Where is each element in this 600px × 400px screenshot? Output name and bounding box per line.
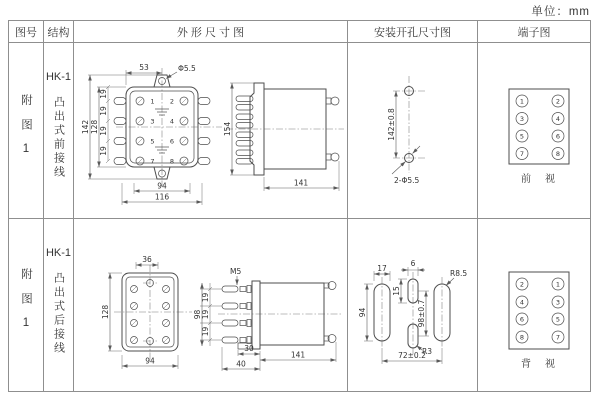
dim-pitch: 19: [201, 309, 210, 320]
row2-mounting-drawing: [348, 219, 478, 391]
terminal-number: 8: [555, 149, 561, 158]
row2-outline-cell: [74, 219, 348, 391]
model-label: HK-1: [45, 247, 72, 259]
row1-fig-no-cell: [9, 43, 44, 219]
view-caption: 背 视: [521, 359, 557, 370]
header-terminal: [478, 21, 590, 43]
dim-width-outer: 116: [154, 192, 170, 202]
dim-slot-height: 94: [358, 307, 367, 318]
terminal-number: 4: [519, 298, 525, 307]
terminal-number: 5: [150, 137, 155, 146]
dim-holes: 2-Φ5.5: [394, 176, 420, 185]
header-outline-label: 外 形 尺 寸 图: [176, 26, 245, 39]
terminal-number: 2: [519, 280, 525, 289]
row2-fig-no-cell: [9, 219, 44, 391]
dim-span: 72±0.2: [398, 351, 426, 360]
terminal-number: 2: [169, 97, 175, 106]
dim-pitch: 19: [99, 126, 108, 136]
header-structure-label: 结构: [47, 26, 70, 39]
terminal-number: 1: [150, 97, 155, 106]
dim-center-distance: 98±0.7: [417, 299, 426, 328]
terminal-number: 1: [555, 280, 561, 289]
header-terminal-label: 端子图: [517, 26, 551, 39]
terminal-number: 7: [519, 149, 525, 158]
terminal-circles: [516, 278, 564, 343]
model-label: HK-1: [45, 71, 72, 83]
fig-no-label: 附图1: [20, 268, 32, 342]
terminal-number: 8: [519, 333, 525, 342]
dim-pitch: 19: [99, 89, 108, 99]
header-outline: [74, 21, 348, 43]
row1-mounting-drawing: [348, 43, 478, 219]
terminal-number: 7: [150, 157, 155, 166]
dim-height: 128: [101, 304, 110, 320]
row1-outline-drawing: [74, 43, 348, 219]
header-mounting: [348, 21, 478, 43]
dim-pitch: 19: [201, 326, 210, 337]
row2-terminal-drawing: [478, 219, 590, 391]
row2-structure-cell: [44, 219, 74, 391]
terminal-number: 5: [519, 132, 525, 141]
header-mounting-label: 安装开孔尺寸图: [374, 26, 451, 39]
dim-pitch: 19: [99, 146, 108, 156]
dim-center-slot-width: 6: [410, 259, 416, 268]
dim-block-height: 98: [193, 309, 202, 320]
header-structure: [44, 21, 74, 43]
relay-side-view: [223, 83, 344, 191]
terminal-circles: [516, 95, 564, 160]
row2-outline-drawing: [74, 219, 348, 391]
dim-hole: Φ5.5: [178, 64, 196, 73]
terminal-number: 3: [519, 114, 525, 123]
terminal-number: 1: [519, 97, 525, 106]
terminal-number: 4: [555, 114, 561, 123]
row1-structure-cell: [44, 43, 74, 219]
side-terminals: [222, 286, 251, 344]
dim-screw: M5: [230, 267, 242, 276]
row1-outline-cell: [74, 43, 348, 219]
dim-width-top: 36: [142, 255, 152, 264]
header-fig-no-label: 图号: [15, 26, 37, 39]
dim-center-distance: 142±0.8: [387, 108, 396, 141]
fig-no-label: 附图1: [20, 93, 32, 168]
dim-height-inner: 128: [90, 119, 99, 135]
row2-mounting-cell: [348, 219, 478, 391]
row1-terminal-drawing: [478, 43, 590, 219]
relay-rear-view: [101, 255, 192, 369]
view-caption: 前 视: [521, 174, 557, 185]
spec-table: [8, 20, 591, 392]
row1-terminal-cell: [478, 43, 590, 219]
dim-depth-step2: 40: [236, 359, 246, 369]
header-fig-no: [9, 21, 44, 43]
dim-height-outer: 142: [81, 119, 90, 135]
dim-center-slot-radius: R3: [422, 347, 432, 356]
row2-terminal-cell: [478, 219, 590, 391]
terminal-number: 6: [555, 132, 561, 141]
dim-width-inner: 94: [157, 181, 167, 191]
dim-side-height: 154: [223, 121, 232, 137]
dim-width-bottom: 94: [145, 356, 155, 366]
terminal-number: 3: [150, 117, 155, 126]
terminal-number: 6: [169, 137, 175, 146]
structure-label: 凸出式前接线: [52, 96, 65, 180]
dim-pitch: 19: [201, 292, 210, 303]
dim-slot-radius: R8.5: [450, 269, 468, 278]
terminal-number: 5: [555, 315, 561, 324]
dim-width-top: 53: [139, 63, 149, 72]
terminal-number: 7: [555, 333, 561, 342]
dim-depth-step: 30: [244, 344, 254, 353]
dim-depth: 141: [293, 178, 309, 188]
dim-slot-width: 17: [377, 264, 387, 273]
terminal-number: 6: [519, 315, 525, 324]
dim-center-slot-height: 15: [392, 286, 401, 296]
structure-label: 凸出式后接线: [52, 272, 65, 356]
terminal-number: 2: [555, 97, 561, 106]
relay-rear-side-view: [193, 267, 342, 371]
terminal-number: 3: [555, 298, 561, 307]
row1-mounting-cell: [348, 43, 478, 219]
unit-label: 单位：mm: [531, 6, 590, 18]
terminal-number: 8: [169, 157, 175, 166]
dim-depth: 141: [290, 350, 306, 360]
terminal-number: 4: [169, 117, 175, 126]
dim-pitch: 19: [99, 106, 108, 116]
relay-front-view: [81, 63, 222, 205]
